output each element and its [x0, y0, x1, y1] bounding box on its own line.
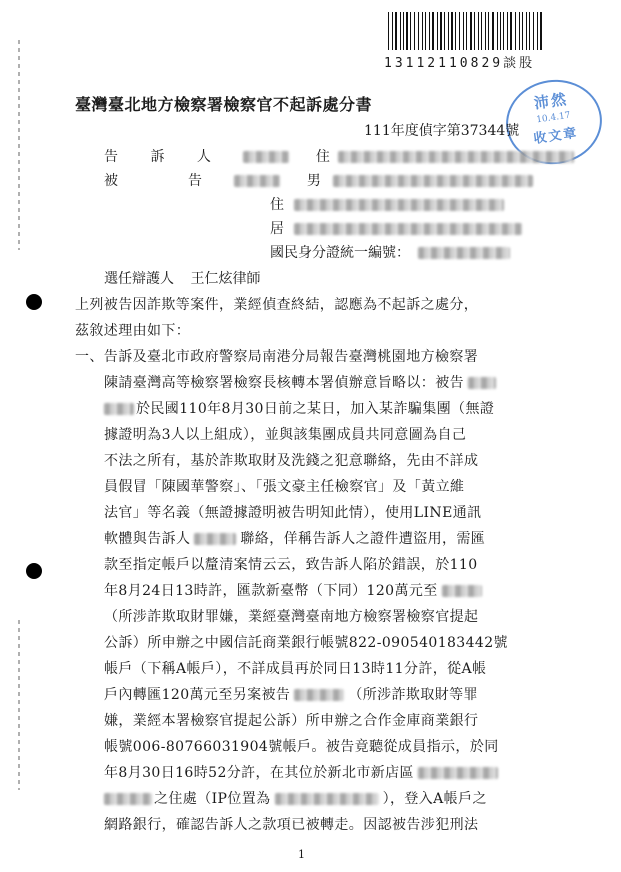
barcode-bar — [488, 12, 489, 50]
barcode-bar — [503, 12, 504, 50]
redacted-ip — [275, 793, 379, 805]
barcode-bar — [432, 12, 434, 50]
page-number: 1 — [298, 848, 305, 861]
defendant-address-row — [270, 194, 504, 214]
barcode-gap — [543, 12, 544, 50]
redacted-name — [104, 403, 134, 415]
barcode-gap — [479, 12, 480, 50]
paragraph-line: 帳號006-80766031904號帳戶。被告竟聽從成員指示，於同 — [104, 739, 499, 755]
barcode-gap — [528, 12, 529, 50]
barcode-gap — [501, 12, 502, 50]
paragraph-line: 軟體與告訴人 聯絡，佯稱告訴人之證件遭盜用，需匯 — [104, 531, 486, 547]
barcode-bar — [519, 12, 520, 50]
paragraph-line: 員假冒「陳國華警察」、「張文豪主任檢察官」及「黃立維 — [104, 479, 465, 495]
barcode-gap — [505, 12, 506, 50]
document-title: 臺灣臺北地方檢察署檢察官不起訴處分書 — [75, 95, 373, 114]
redacted-name — [194, 533, 236, 545]
redacted-address — [418, 767, 498, 779]
barcode-bar — [515, 12, 516, 50]
punch-hole-top — [26, 294, 42, 310]
counsel-name: 王仁炫律師 — [190, 271, 261, 287]
defendant-row — [104, 170, 533, 190]
barcode-gap — [468, 12, 469, 50]
barcode-bar — [463, 12, 464, 50]
barcode-bar — [459, 12, 460, 50]
punch-hole-bottom — [26, 563, 42, 579]
barcode-bar — [455, 12, 456, 50]
barcode-gap — [427, 12, 428, 50]
barcode-gap — [517, 12, 518, 50]
barcode-bar — [529, 12, 530, 50]
redacted-address — [104, 793, 152, 805]
barcode-bar — [470, 12, 472, 50]
barcode-bar — [403, 12, 404, 50]
barcode-gap — [513, 12, 514, 50]
stamp-date: 10.4.17 — [535, 110, 572, 126]
redacted-address — [338, 151, 574, 163]
fold-mark-bottom — [18, 620, 20, 790]
barcode-bar — [418, 12, 419, 50]
barcode-bar — [410, 12, 411, 50]
redacted-name — [442, 585, 482, 597]
barcode — [388, 12, 544, 50]
barcode-gap — [535, 12, 536, 50]
barcode-gap — [509, 12, 510, 50]
paragraph-line: 網路銀行，確認告訴人之款項已被轉走。因認被告涉犯刑法 — [104, 817, 479, 833]
document-number: 111年度偵字第37344號 — [364, 123, 520, 139]
barcode-bar — [466, 12, 467, 50]
barcode-bar — [526, 12, 527, 50]
barcode-bar — [392, 12, 393, 50]
barcode-gap — [476, 12, 477, 50]
barcode-bar — [414, 12, 416, 50]
barcode-bar — [444, 12, 445, 50]
address-prefix: 住 — [315, 149, 330, 165]
barcode-gap — [435, 12, 436, 50]
paragraph-line: 嫌，業經本署檢察官提起公訴）所申辦之合作金庫商業銀行 — [104, 713, 479, 729]
barcode-bar — [429, 12, 430, 50]
case-number: 13112110829談股 — [384, 56, 536, 71]
barcode-gap — [420, 12, 421, 50]
paragraph-line: 年8月30日16時52分許，在其位於新北市新店區 — [104, 762, 498, 782]
redacted-name — [243, 151, 289, 163]
barcode-bar — [540, 12, 541, 50]
barcode-bar — [451, 12, 453, 50]
barcode-gap — [524, 12, 525, 50]
barcode-bar — [522, 12, 523, 50]
complainant-row — [104, 146, 574, 166]
barcode-bar — [440, 12, 441, 50]
paragraph-line: 一、告訴及臺北市政府警察局南港分局報告臺灣桃園地方檢察署 — [75, 349, 479, 365]
barcode-gap — [412, 12, 413, 50]
address-prefix: 住 — [270, 197, 284, 213]
intro-line-2: 茲敘述理由如下： — [75, 323, 191, 339]
paragraph-line: 公訴）所申辦之中國信託商業銀行帳號822-090540183442號 — [104, 635, 508, 651]
paragraph-line: 法官」等名義（無證據證明被告明知此情），使用LINE通訊 — [104, 505, 482, 521]
barcode-gap — [398, 12, 399, 50]
barcode-gap — [473, 12, 474, 50]
barcode-gap — [431, 12, 432, 50]
barcode-gap — [439, 12, 440, 50]
barcode-gap — [416, 12, 417, 50]
barcode-bar — [448, 12, 449, 50]
barcode-gap — [446, 12, 447, 50]
barcode-gap — [424, 12, 425, 50]
barcode-gap — [490, 12, 491, 50]
redacted-residence — [294, 223, 522, 235]
paragraph-line: 據證明為3人以上組成），並與該集團成員共同意圖為自己 — [104, 427, 467, 443]
paragraph-line: 於民國110年8月30日前之某日，加入某詐騙集團（無證 — [104, 398, 494, 418]
barcode-bar — [478, 12, 479, 50]
barcode-gap — [390, 12, 391, 50]
paragraph-line: 年8月24日13時許，匯款新臺幣（下同）120萬元至 — [104, 580, 482, 600]
barcode-gap — [409, 12, 410, 50]
redacted-address — [294, 199, 504, 211]
defendant-residence-row — [270, 218, 522, 238]
barcode-bar — [492, 12, 494, 50]
barcode-gap — [498, 12, 499, 50]
defendant-label: 被 告 — [104, 173, 216, 189]
barcode-bar — [537, 12, 538, 50]
barcode-bar — [507, 12, 508, 50]
barcode-gap — [465, 12, 466, 50]
barcode-bar — [510, 12, 512, 50]
redacted-name — [468, 377, 496, 389]
barcode-bar — [400, 12, 401, 50]
barcode-gap — [495, 12, 496, 50]
barcode-bar — [395, 12, 397, 50]
barcode-gap — [454, 12, 455, 50]
paragraph-line: （所涉詐欺取財罪嫌，業經臺灣臺南地方檢察署檢察官提起 — [104, 609, 479, 625]
intro-line-1: 上列被告因詐欺等案件，業經偵查終結，認應為不起訴之處分， — [75, 297, 479, 313]
residence-prefix: 居 — [270, 221, 284, 237]
counsel-label: 選任辯護人 — [104, 271, 174, 287]
complainant-label: 告 訴 人 — [104, 149, 225, 165]
barcode-bar — [422, 12, 423, 50]
counsel-row — [104, 268, 260, 288]
redacted-name — [234, 175, 280, 187]
barcode-bar — [437, 12, 438, 50]
barcode-gap — [449, 12, 450, 50]
paragraph-line: 款至指定帳戶以釐清案情云云，致告訴人陷於錯誤，於110 — [104, 557, 478, 573]
barcode-bar — [533, 12, 535, 50]
paragraph-line: 之住處（IP位置為 ），登入A帳戶之 — [104, 788, 487, 808]
paragraph-line: 不法之所有，基於詐欺取財及洗錢之犯意聯絡，先由不詳成 — [104, 453, 479, 469]
stamp-line-3: 收文章 — [532, 125, 580, 147]
barcode-bar — [388, 12, 389, 50]
barcode-gap — [520, 12, 521, 50]
barcode-bar — [425, 12, 426, 50]
gender: 男 — [306, 173, 321, 189]
barcode-bar — [485, 12, 486, 50]
barcode-gap — [457, 12, 458, 50]
barcode-gap — [539, 12, 540, 50]
redacted-id — [418, 247, 510, 259]
barcode-bar — [406, 12, 407, 50]
redacted-birthdate — [333, 175, 533, 187]
paragraph-line: 帳戶（下稱A帳戶），不詳成員再於同日13時11分許，從A帳 — [104, 661, 487, 677]
id-number-row — [270, 242, 510, 262]
barcode-gap — [443, 12, 444, 50]
paragraph-line: 戶內轉匯120萬元至另案被告 （所涉詐欺取財等罪 — [104, 687, 478, 703]
barcode-gap — [483, 12, 484, 50]
barcode-gap — [401, 12, 402, 50]
barcode-gap — [405, 12, 406, 50]
fold-mark-top — [18, 40, 20, 250]
barcode-bar — [500, 12, 501, 50]
barcode-bar — [497, 12, 498, 50]
redacted-name — [294, 689, 344, 701]
barcode-bar — [474, 12, 475, 50]
id-label: 國民身分證統一編號： — [270, 245, 410, 261]
barcode-gap — [531, 12, 532, 50]
barcode-gap — [486, 12, 487, 50]
barcode-gap — [461, 12, 462, 50]
stamp-line-1: 沛然 — [532, 89, 570, 113]
paragraph-line: 陳請臺灣高等檢察署檢察長核轉本署偵辦意旨略以：被告 — [104, 372, 496, 392]
barcode-gap — [394, 12, 395, 50]
barcode-bar — [481, 12, 482, 50]
